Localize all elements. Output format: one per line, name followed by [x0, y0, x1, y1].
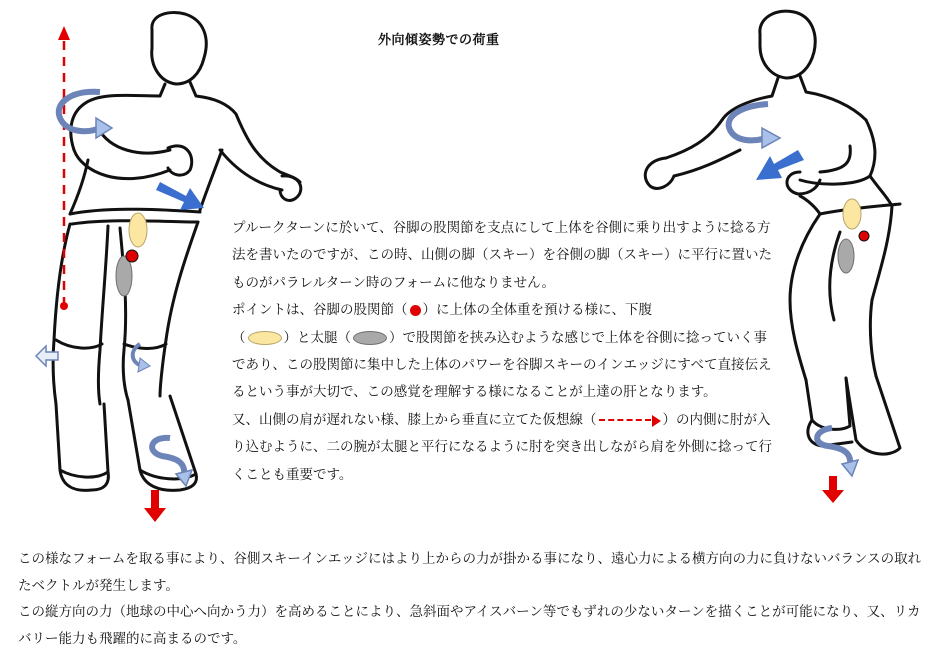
belly-oval-icon [248, 331, 282, 345]
dashed-arrow-icon [599, 414, 661, 426]
downforce-arrow-right [822, 476, 844, 503]
hip-joint-dot [126, 250, 138, 262]
elbow-push-arrow [156, 182, 204, 210]
summary-paragraph-2: この縦方向の力（地球の中心へ向かう力）を高めることにより、急斜面やアイスバーン等でもずれの少ないターンを描くことが可能になり、又、リカバリー能力も飛躍的に高まるのです。 [18, 604, 921, 647]
paragraph-shoulder: 又、山側の肩が遅れない様、膝上から垂直に立てた仮想線（ ）の内側に肘が入り込むように、二の腕が太腿と平行になるように肘を突き出しながら肩を外側に捻って行くことも重要です。 [232, 411, 772, 483]
belly-oval-right [843, 199, 861, 229]
guide-arrowhead [58, 26, 70, 40]
hip-joint-dot-right [859, 231, 869, 241]
paragraph-plough-turn: プルークターンに於いて、谷脚の股関節を支点にして上体を谷側に乗り出すように捻る方法を書いたのですが、この時、山側の脚（スキー）を谷側の脚（スキー）に平行に置いたものがパラレルターン時のフォームに他なりません。 [232, 220, 772, 291]
skier-head-right [760, 11, 815, 78]
skier-head [152, 13, 206, 84]
boot-rotation-arrow-right [817, 428, 850, 466]
summary-paragraph-1: この様なフォームを取る事により、谷側スキーインエッジにはより上からの力が掛かる事になり、遠心力による横方向の力に負けないバランスの取れたベクトルが発生します。 [18, 551, 922, 594]
page-title: 外向傾姿勢での荷重 [378, 33, 500, 48]
main-explanation [232, 215, 777, 489]
thigh-oval-icon [353, 331, 387, 345]
thigh-oval-right [838, 239, 854, 273]
knee-dot [60, 302, 68, 310]
belly-oval [129, 213, 147, 247]
elbow-push-arrow-right [756, 150, 804, 180]
hip-joint-dot-icon [410, 305, 421, 316]
paragraph-point: ポイントは、谷脚の股関節（ ）に上体の全体重を預ける様に、下腹 （ ）と太腿（ ）で股関節を挟み込むような感じで上体を谷側に捻っていく事であり、この股関節に集中した上体のパワーを谷脚スキーのインエッジにすべて直接伝えるという事が大切で、この感覚を理解する様になることが上達の肝となります。 [232, 302, 772, 401]
summary-text [18, 546, 923, 652]
downforce-arrow [144, 490, 166, 522]
boot-rotation-arrow [152, 438, 184, 476]
